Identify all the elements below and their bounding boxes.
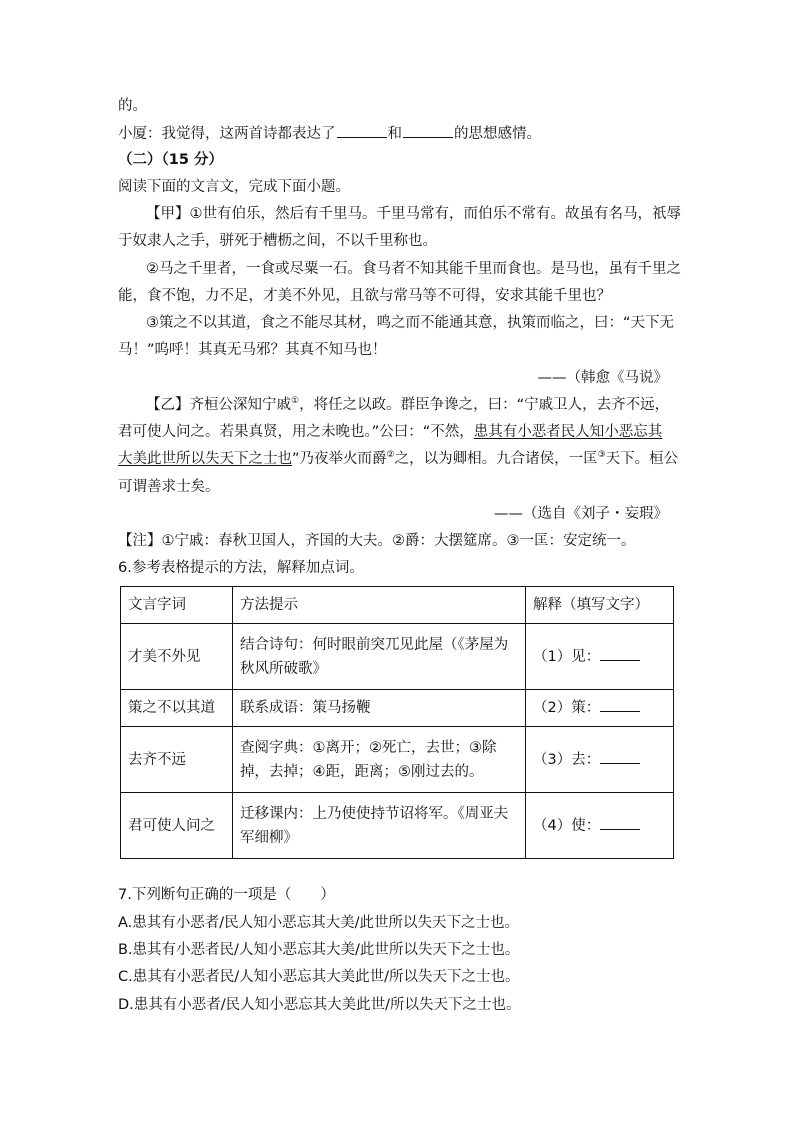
answer-blank[interactable] [600, 815, 640, 830]
table-header-row [121, 587, 674, 624]
poem-feeling-question [118, 123, 541, 144]
passage-yi-source: ——（选自《刘子・妄瑕》 [494, 506, 668, 522]
table-cell-hint: 结合诗句：何时眼前突兀见此屋（《茅屋为秋风所破歌》 [233, 624, 526, 690]
text-segment: 君可使人问之。若果真贤，用之未晚也。”公曰：“不然， [118, 424, 474, 440]
text-segment: 之，以为卿相。九合诸侯，一匡 [394, 451, 598, 467]
question-7-option-d[interactable]: D.患其有小恶者/民人知小恶忘其大美此世/所以失天下之士也。 [118, 997, 521, 1013]
table-cell-answer [526, 690, 674, 727]
table-cell-word: 策之不以其道 [121, 690, 233, 727]
section-heading: （二）（15 分） [118, 152, 223, 168]
question-7-option-b[interactable]: B.患其有小恶者民/人知小恶忘其大美/此世所以失天下之士也。 [118, 942, 520, 958]
text-segment: ”乃夜举火而爵 [292, 451, 387, 467]
answer-label: （4）使： [533, 817, 601, 834]
instruction: 阅读下面的文言文，完成下面小题。 [118, 179, 350, 195]
passage-jia-line: 【甲】①世有伯乐，然后有千里马。千里马常有，而伯乐不常有。故虽有名马，祇辱 [146, 206, 681, 222]
passage-yi-line [118, 449, 678, 469]
text-line: 的。 [118, 98, 147, 114]
footnote-marker: ① [291, 396, 300, 407]
underlined-sentence: 患其有小恶者民人知小恶忘其 [473, 424, 663, 440]
table-cell-word: 才美不外见 [121, 624, 233, 690]
table-header-cell: 解释（填写文字） [526, 587, 674, 624]
passage-jia-source: ——（韩愈《马说》 [537, 370, 668, 386]
fill-blank-1[interactable] [337, 123, 387, 138]
answer-blank[interactable] [600, 749, 640, 764]
footnote-marker: ② [386, 450, 395, 461]
footnote-marker: ③ [597, 450, 606, 461]
passage-jia-line: 于奴隶人之手，骈死于槽枥之间，不以千里称也。 [118, 233, 437, 249]
question-7-option-c[interactable]: C.患其有小恶者民/人知小恶忘其大美此世/所以失天下之士也。 [118, 969, 520, 985]
table-cell-hint: 迁移课内：上乃使使持节诏将军。《周亚夫军细柳》 [233, 793, 526, 859]
answer-label: （2）策： [533, 700, 601, 716]
table-cell-word: 去齐不远 [121, 727, 233, 793]
table-cell-hint: 查阅字典：①离开；②死亡，去世；③除掉，去掉；④距，距离；⑤刚过去的。 [233, 727, 526, 793]
annotation-note: 【注】①宁戚：春秋卫国人，齐国的大夫。②爵：大摆筵席。③一匡：安定统一。 [118, 533, 636, 549]
passage-jia-line: ②马之千里者，一食或尽粟一石。食马者不知其能千里而食也。是马也，虽有千里之 [146, 261, 681, 277]
underlined-sentence: 大美此世所以失天下之士也 [118, 451, 292, 467]
table-row [121, 624, 674, 690]
table-cell-word: 君可使人问之 [121, 793, 233, 859]
answer-label: （1）见： [533, 648, 601, 665]
table-cell-hint: 联系成语：策马扬鞭 [233, 690, 526, 727]
question-6-stem: 6.参考表格提示的方法，解释加点词。 [118, 560, 364, 576]
word-explanation-table [120, 586, 674, 859]
table-row [121, 690, 674, 727]
text-segment: 小厦：我觉得，这两首诗都表达了 [118, 126, 336, 142]
passage-jia-line: ③策之不以其道，食之不能尽其材，鸣之而不能通其意，执策而临之，曰：“天下无 [146, 315, 675, 331]
table-row [121, 727, 674, 793]
passage-jia-line: 马！”呜呼！其真无马邪？其真不知马也！ [118, 342, 387, 358]
passage-jia-line: 能，食不饱，力不足，才美不外见，且欲与常马等不可得，安求其能千里也？ [118, 288, 611, 304]
table-header-cell: 方法提示 [233, 587, 526, 624]
text-segment: ，将任之以政。群臣争谗之，曰：“宁戚卫人，去齐不远， [299, 397, 670, 413]
fill-blank-2[interactable] [403, 123, 453, 138]
table-row [121, 793, 674, 859]
text-segment: 的思想感情。 [454, 126, 541, 142]
text-segment: 和 [387, 126, 402, 142]
passage-yi-line [118, 422, 662, 442]
passage-yi-line [146, 395, 669, 415]
table-cell-answer [526, 727, 674, 793]
answer-blank[interactable] [600, 697, 640, 712]
answer-blank[interactable] [600, 646, 640, 661]
question-7-stem: 7.下列断句正确的一项是（ ） [118, 887, 335, 903]
question-7-option-a[interactable]: A.患其有小恶者/民人知小恶忘其大美/此世所以失天下之士也。 [118, 915, 520, 931]
text-segment: 天下。桓公 [605, 451, 679, 467]
table-header-cell: 文言字词 [121, 587, 233, 624]
answer-label: （3）去： [533, 751, 601, 768]
text-segment: 【乙】齐桓公深知宁戚 [146, 397, 291, 413]
passage-yi-line: 可谓善求士矣。 [118, 479, 220, 495]
table-cell-answer [526, 793, 674, 859]
table-cell-answer [526, 624, 674, 690]
